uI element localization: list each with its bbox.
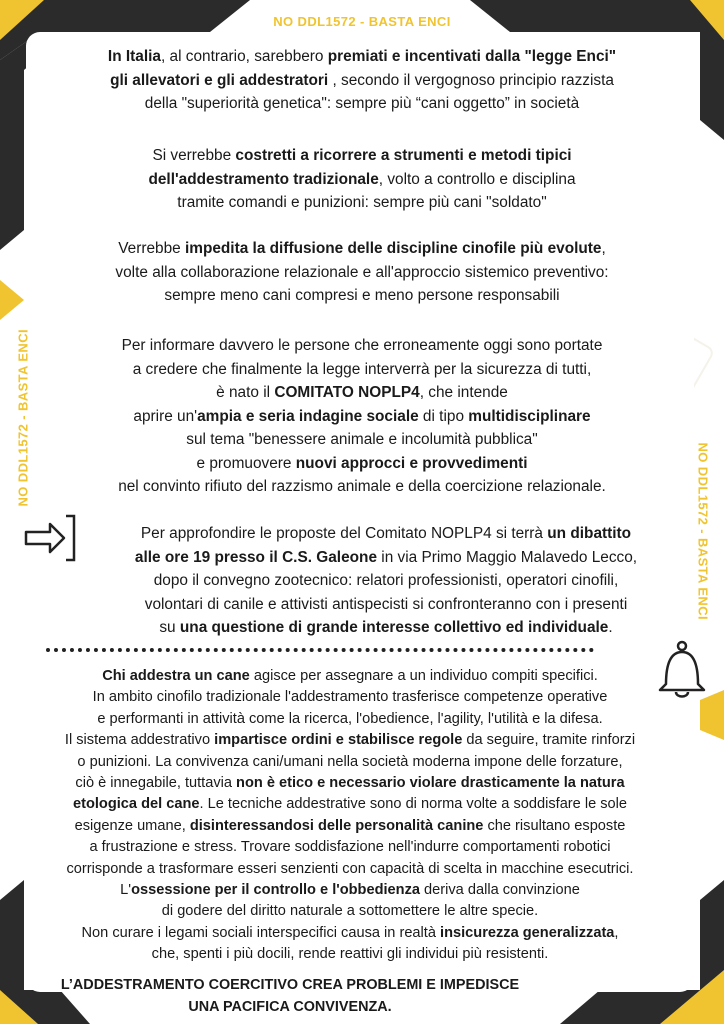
paragraph-addestramento: Si verrebbe costretti a ricorrere a strumenti e metodi tipici dell'addestramento tradizionale, volto a controllo e disciplina tramite comandi e punizioni: sempre più cani "soldato" [148, 147, 576, 211]
paragraph-discipline: Verrebbe impedita la diffusione delle discipline cinofile più evolute, volte alla collaborazione relazionale e all'approccio sistemico preventivo: sempre meno cani compresi e meno persone responsabili [115, 240, 609, 304]
paragraph-comitato: Per informare davvero le persone che erroneamente oggi sono portate a credere che finalmente la legge interverrà per la sicurezza di tutti, è nato il COMITATO NOPLP4, che intende aprire un'ampia e seria indagine sociale di tipo multidisciplinare sul tema "benessere animale e incolumità pubblica" e promuovere nuovi approcci e provvedimenti nel convinto rifiuto del razzismo animale e della coercizione relazionale. [118, 337, 606, 495]
paragraph-chi-addestra: Chi addestra un cane agisce per assegnare a un individuo compiti specifici. In ambito cinofilo tradizionale l'addestramento trasferisce competenze operative e performanti in attività come la ricerca, l'obedience, l'agility, l'utilità e la difesa. Il sistema addestrativo impartisce ordini e stabilisce regole da seguire, tramite rinforzi o punizioni. La convivenza cani/umani nella società moderna impone delle forzature, ciò è innegabile, tuttavia non è etico e necessario violare drasticamente la natura etologica del cane. Le tecniche addestrative sono di norma volte a soddisfare le sole esigenze umane, disinteressandosi delle personalità canine che risultano esposte a frustrazione e stress. Trovare soddisfazione nell'indurre comportamenti robotici corrisponde a trasformare esseri senzienti con capacità di scelta in macchine esecutrici. L'ossessione per il controllo e l'obbedienza deriva dalla convinzione di godere del diritto naturale a sottomettere le altre specie. Non curare i legami sociali interspecifici causa in realtà insicurezza generalizzata, che, spenti i più docili, rende reattivi gli individui più resistenti. [64, 668, 636, 963]
dotted-divider [46, 648, 594, 652]
banner-left: NO DDL1572 - BASTA ENCI [15, 328, 31, 507]
banner-right: NO DDL1572 - BASTA ENCI [695, 442, 711, 621]
banner-top: NO DDL1572 - BASTA ENCI [273, 14, 451, 29]
arrow-right-icon [22, 512, 76, 564]
paragraph-legge-enci: In Italia, al contrario, sarebbero premiati e incentivati dalla "legge Enci" gli allevatori e gli addestratori , secondo il vergognoso principio razzista della "superiorità genetica": sempre più “cani oggetto” in società [107, 48, 617, 112]
closing-statement: L’ADDESTRAMENTO COERCITIVO CREA PROBLEMI E IMPEDISCE UNA PACIFICA CONVIVENZA. [60, 977, 520, 1015]
paragraph-dibattito: Per approfondire le proposte del Comitato NOPLP4 si terrà un dibattito alle ore 19 presso il C.S. Galeone in via Primo Maggio Malavedo Lecco, dopo il convegno zootecnico: relatori professionisti, operatori cinofili, volontari di canile e attivisti antispecisti si confronteranno con i presenti su una questione di grande interesse collettivo ed individuale. [134, 525, 638, 636]
